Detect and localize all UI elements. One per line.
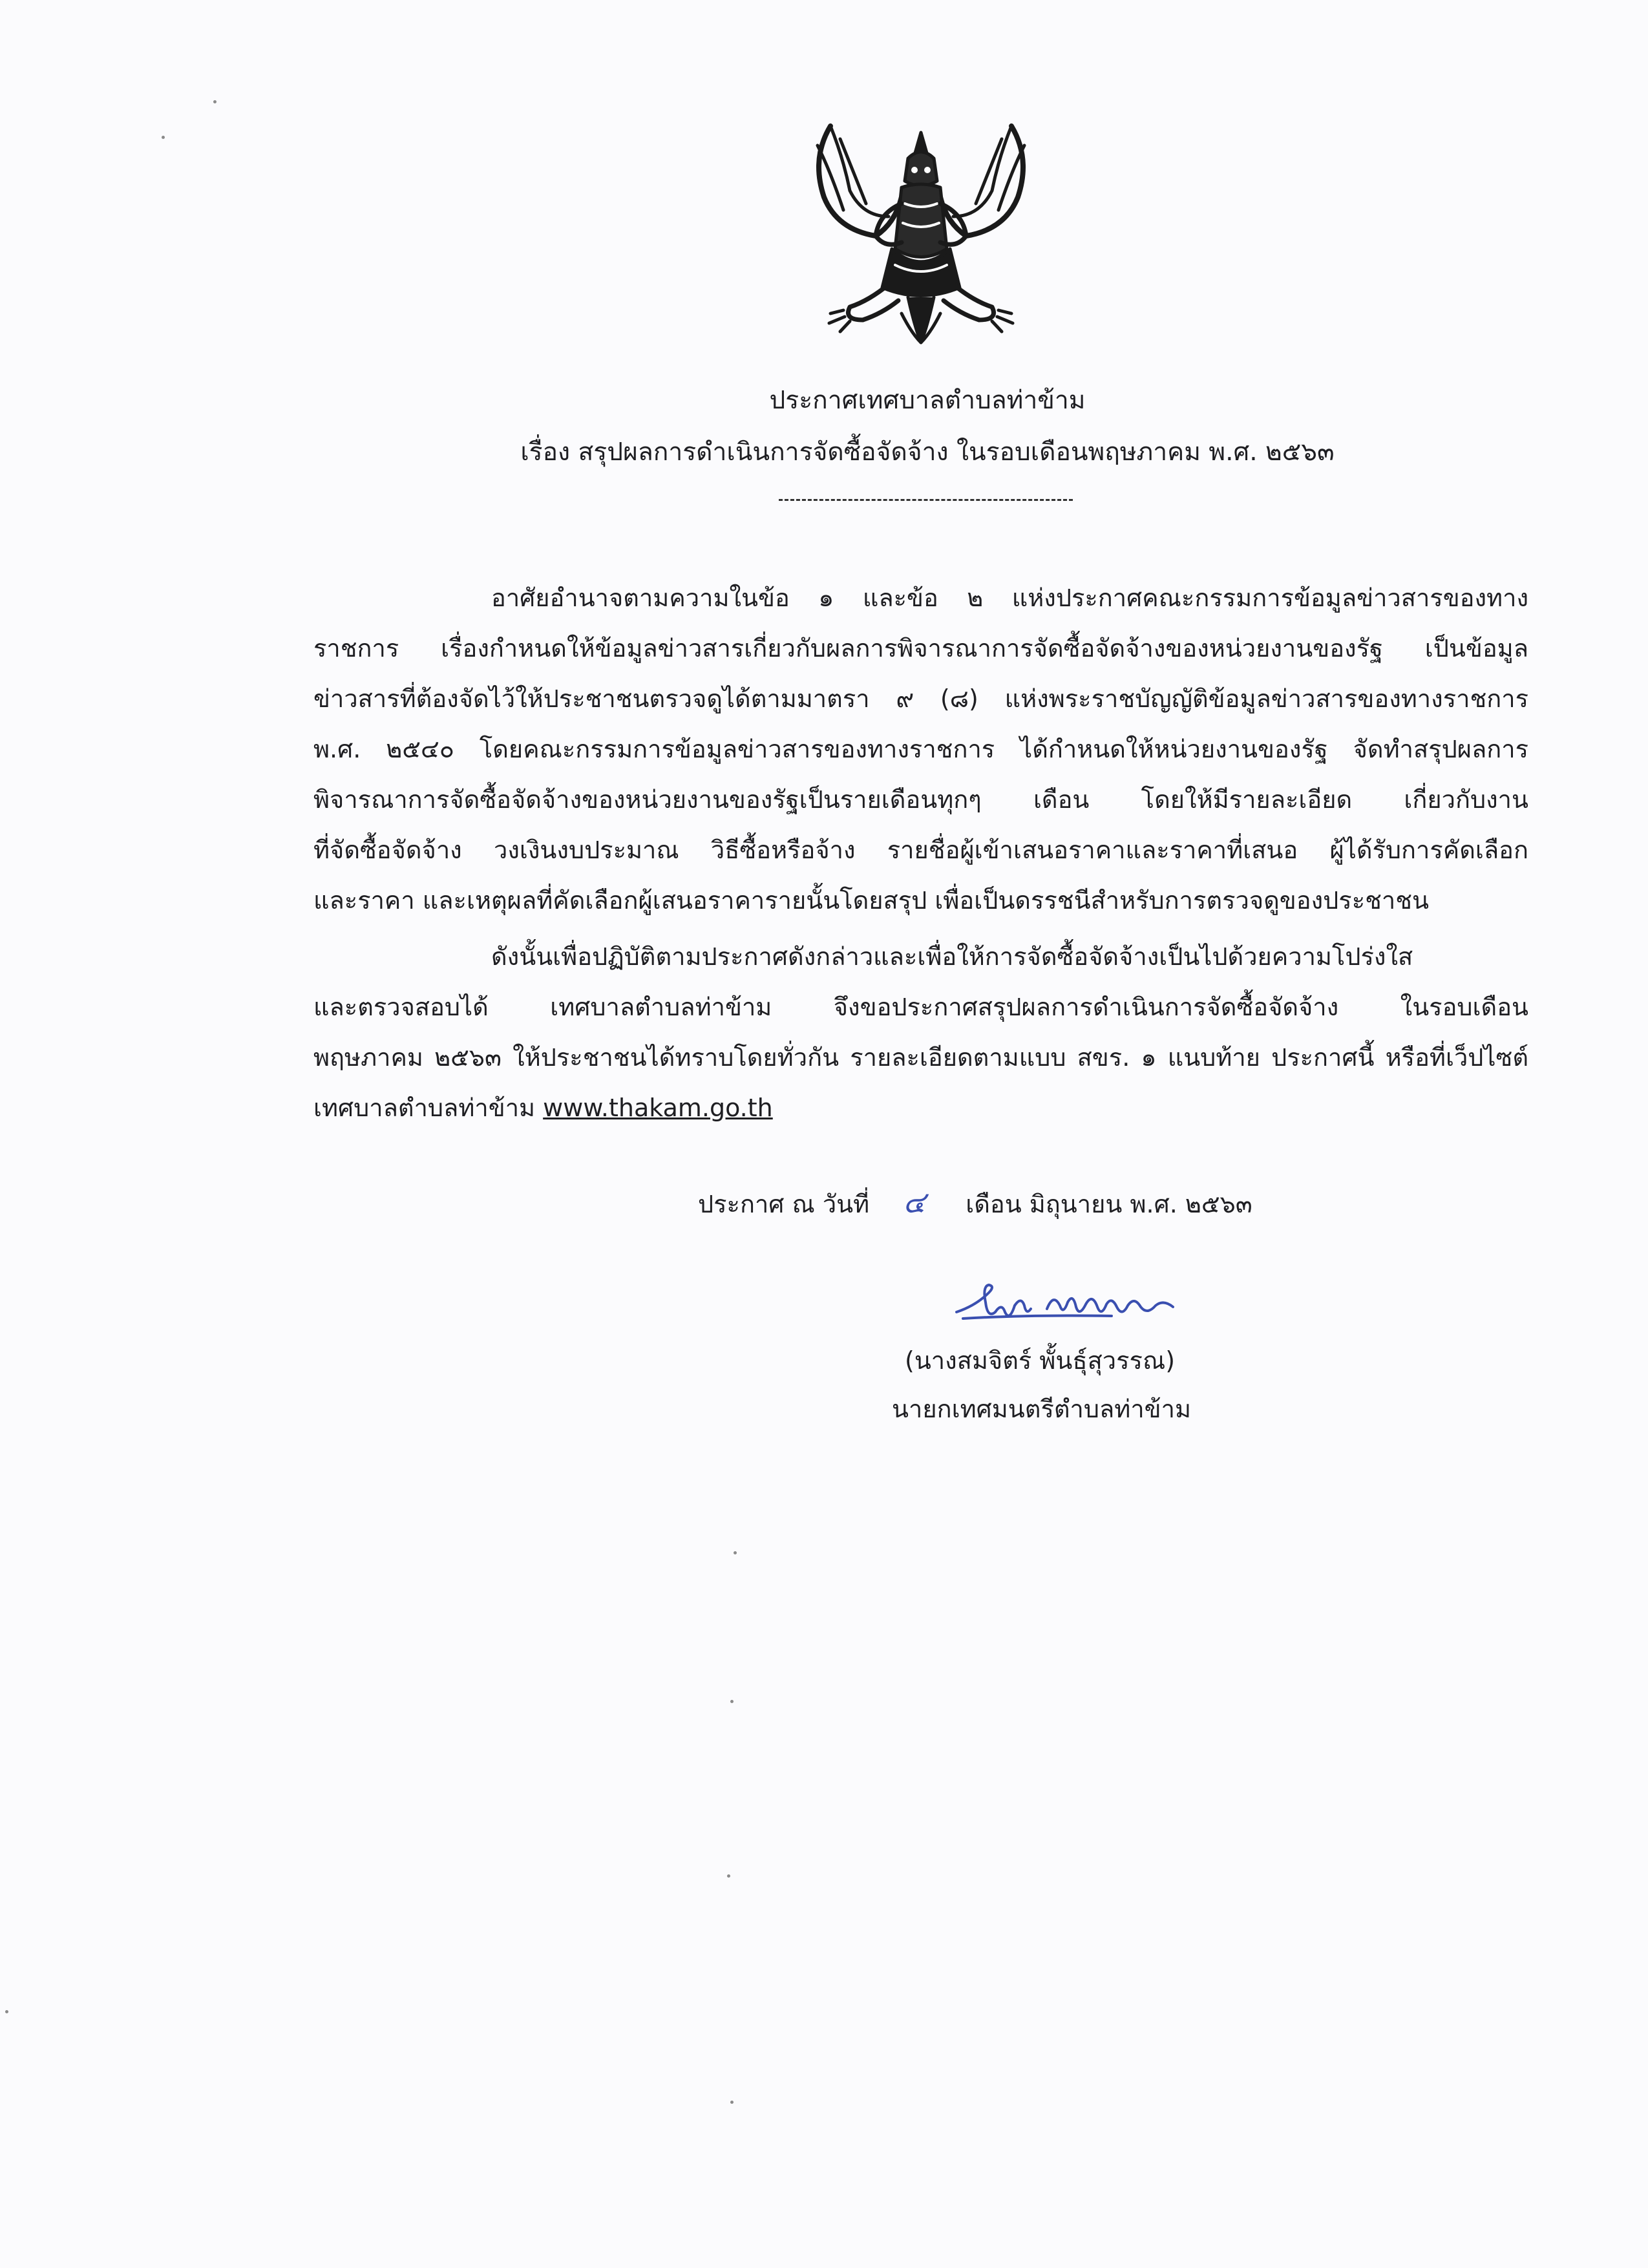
scan-speck — [727, 1874, 730, 1878]
paragraph-2-line: พฤษภาคม ๒๕๖๓ ให้ประชาชนได้ทราบโดยทั่วกัน รายละเอียดตามแบบ สขร. ๑ แนบท้าย ประกาศนี้ หรือที่เว็ปไซต์ — [313, 1043, 1528, 1072]
announcement-day: ๔ — [903, 1185, 926, 1220]
document-title: ประกาศเทศบาลตำบลท่าข้าม — [769, 386, 1086, 415]
paragraph-1-line: และราคา และเหตุผลที่คัดเลือกผู้เสนอราคารายนั้นโดยสรุป เพื่อเป็นดรรชนีสำหรับการตรวจดูของประชาชน — [313, 886, 1429, 915]
scan-speck — [730, 2101, 734, 2104]
announcement-prefix: ประกาศ ณ วันที่ — [698, 1190, 870, 1218]
document-subject: เรื่อง สรุปผลการดำเนินการจัดซื้อจัดจ้าง ในรอบเดือนพฤษภาคม พ.ศ. ๒๕๖๓ — [520, 438, 1335, 467]
garuda-emblem-icon — [805, 120, 1037, 352]
announcement-suffix: เดือน มิถุนายน พ.ศ. ๒๕๖๓ — [966, 1190, 1252, 1218]
paragraph-2-line — [313, 1088, 1528, 1127]
scan-speck — [162, 136, 165, 139]
announcement-date — [698, 1183, 1252, 1224]
paragraph-1-line: อาศัยอำนาจตามความในข้อ ๑ และข้อ ๒ แห่งประกาศคณะกรรมการข้อมูลข่าวสารของทาง — [491, 584, 1528, 612]
paragraph-2-line: ดังนั้นเพื่อปฏิบัติตามประกาศดังกล่าวและเพื่อให้การจัดซื้อจัดจ้างเป็นไปด้วยความโปร่งใส — [491, 942, 1413, 971]
paragraph-1-line: พิจารณาการจัดซื้อจัดจ้างของหน่วยงานของรัฐเป็นรายเดือนทุกๆ เดือน โดยให้มีรายละเอียด เกี่ยวกับงาน — [313, 785, 1528, 814]
paragraph-1-line: ราชการ เรื่องกำหนดให้ข้อมูลข่าวสารเกี่ยวกับผลการพิจารณาการจัดซื้อจัดจ้างของหน่วยงานของรัฐ เป็นข้อมูล — [313, 634, 1528, 662]
scan-speck — [5, 2010, 8, 2013]
signatory-position: นายกเทศมนตรีตำบลท่าข้าม — [892, 1395, 1192, 1423]
scan-speck — [734, 1551, 737, 1554]
signatory-name: (นางสมจิตร์ พั้นธุ์สุวรรณ) — [905, 1346, 1176, 1375]
paragraph-1-line: ข่าวสารที่ต้องจัดไว้ให้ประชาชนตรวจดูได้ตามมาตรา ๙ (๘) แห่งพระราชบัญญัติข้อมูลข่าวสารของทางราชการ — [313, 684, 1528, 713]
paragraph-2-last-text: เทศบาลตำบลท่าข้าม — [313, 1094, 544, 1122]
handwritten-signature-icon — [950, 1267, 1183, 1338]
website-link[interactable]: www.thakam.go.th — [543, 1094, 773, 1122]
title-divider — [779, 499, 1073, 501]
paragraph-1-line: พ.ศ. ๒๕๔๐ โดยคณะกรรมการข้อมูลข่าวสารของทางราชการ ได้กำหนดให้หน่วยงานของรัฐ จัดทำสรุปผลการ — [313, 735, 1528, 763]
scan-speck — [730, 1700, 734, 1703]
paragraph-2-line: และตรวจสอบได้ เทศบาลตำบลท่าข้าม จึงขอประกาศสรุปผลการดำเนินการจัดซื้อจัดจ้าง ในรอบเดือน — [313, 993, 1528, 1021]
paragraph-1-line: ที่จัดซื้อจัดจ้าง วงเงินงบประมาณ วิธีซื้อหรือจ้าง รายชื่อผู้เข้าเสนอราคาและราคาที่เสนอ ผู้ได้รับการคัดเลือก — [313, 836, 1528, 864]
scan-speck — [213, 100, 217, 103]
